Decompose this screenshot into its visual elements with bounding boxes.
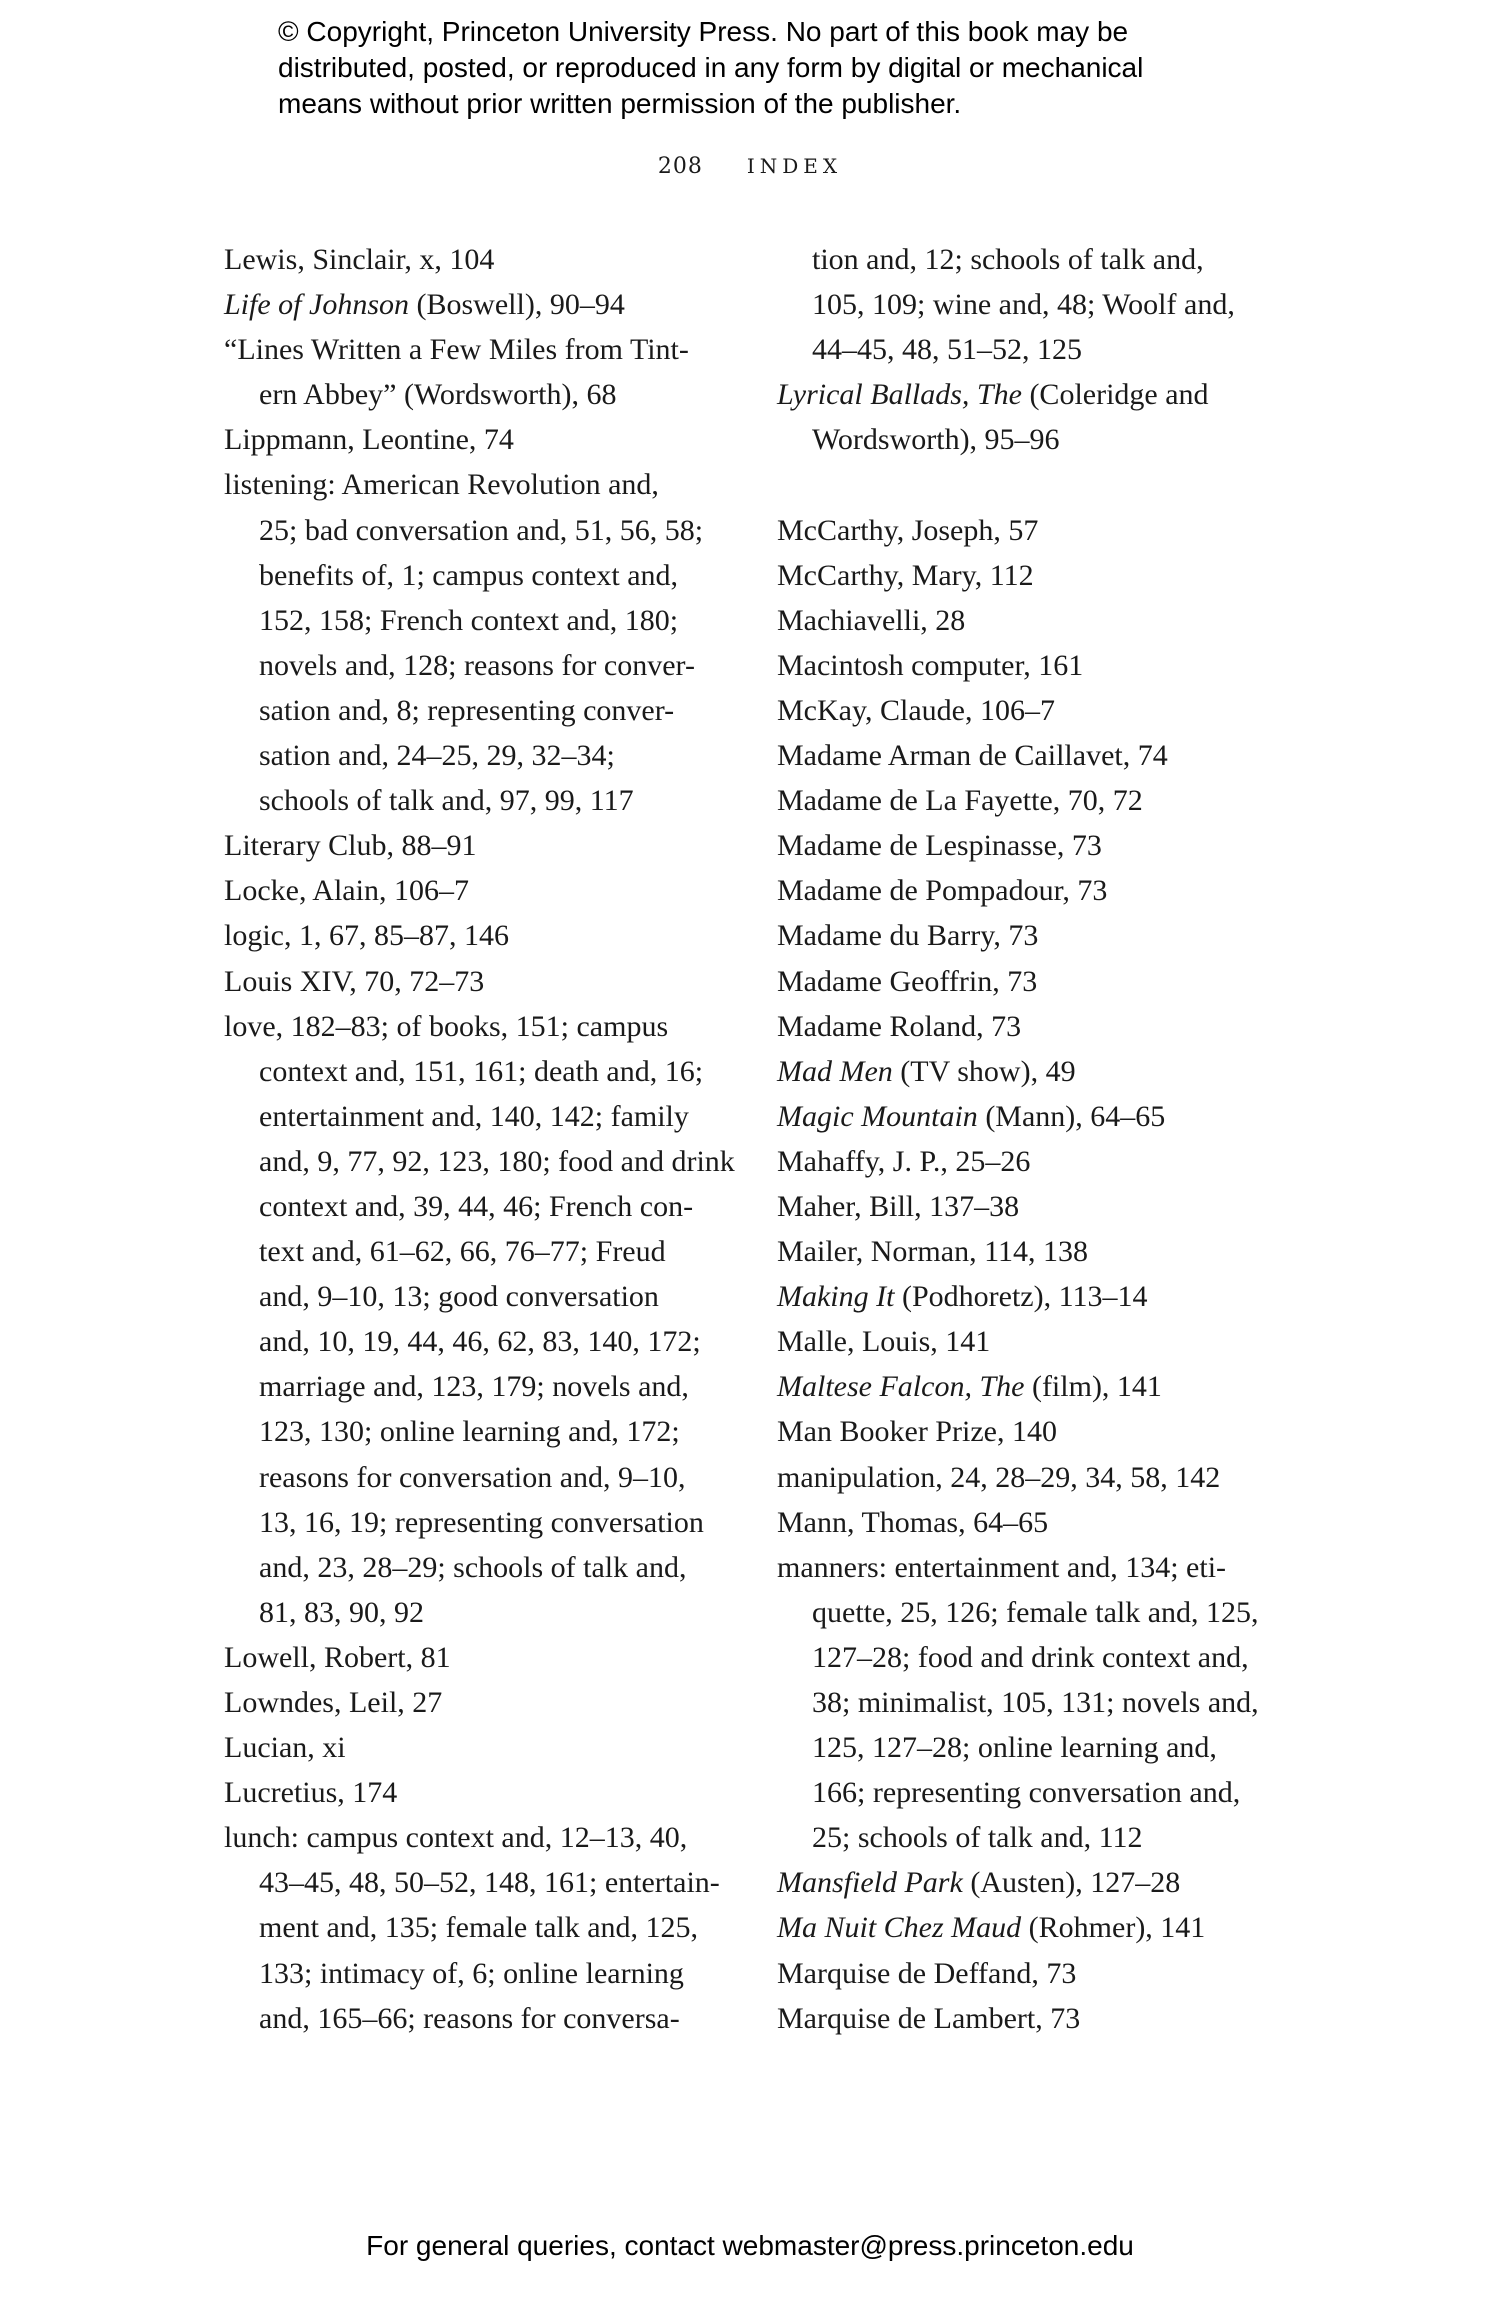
index-text: 13, 16, 19; representing conversation [259,1505,704,1539]
index-text: ern Abbey” (Wordsworth), 68 [259,378,617,412]
index-line [224,237,735,282]
copyright-notice [278,14,1278,122]
index-line [777,1364,1259,1409]
index-line [777,1049,1259,1094]
index-text: Lucian, xi [224,1731,346,1765]
index-line [777,327,1259,372]
index-text: Lippmann, Leontine, 74 [224,423,514,457]
footer-contact: For general queries, contact webmaster@press.princeton.edu [366,2230,1134,2261]
index-line [777,1229,1259,1274]
index-line [777,1409,1259,1454]
index-line [224,1590,735,1635]
section-title: INDEX [746,154,843,178]
index-line [777,643,1259,688]
index-line [224,508,735,553]
index-title-italic: Maltese Falcon, The [777,1370,1025,1404]
index-text: 166; representing conversation and, [812,1776,1241,1810]
index-text: Madame du Barry, 73 [777,919,1039,953]
index-line [224,1770,735,1815]
index-text: Mahaffy, J. P., 25–26 [777,1144,1031,1178]
index-text: McCarthy, Mary, 112 [777,558,1034,592]
index-text: (film), 141 [1024,1370,1162,1404]
index-column-left [224,237,735,2041]
index-title-italic: Lyrical Ballads, The [777,378,1022,412]
index-text: schools of talk and, 97, 99, 117 [259,784,634,818]
index-line [224,1004,735,1049]
index-line [777,282,1259,327]
index-text: Madame de La Fayette, 70, 72 [777,784,1143,818]
index-text: (Rohmer), 141 [1021,1911,1206,1945]
index-line [224,327,735,372]
index-text: Lucretius, 174 [224,1776,398,1810]
index-line [777,462,1259,507]
index-text: and, 23, 28–29; schools of talk and, [259,1550,687,1584]
index-title-italic: Making It [777,1280,895,1314]
index-line [777,1184,1259,1229]
index-line [777,688,1259,733]
index-text: Marquise de Lambert, 73 [777,2001,1081,2035]
index-line [224,1049,735,1094]
index-text: 125, 127–28; online learning and, [812,1731,1217,1765]
index-line [224,372,735,417]
index-text: tion and, 12; schools of talk and, [812,243,1204,276]
index-text: marriage and, 123, 179; novels and, [259,1370,689,1404]
index-line [777,553,1259,598]
index-text: Madame de Pompadour, 73 [777,874,1108,908]
index-line [224,417,735,462]
index-text: listening: American Revolution and, [224,468,659,502]
index-text: Literary Club, 88–91 [224,829,477,863]
index-line [777,508,1259,553]
index-line [777,868,1259,913]
index-text: entertainment and, 140, 142; family [259,1099,689,1133]
index-line [777,1274,1259,1319]
index-line [777,1905,1259,1950]
index-text: McCarthy, Joseph, 57 [777,513,1039,547]
index-text: and, 9, 77, 92, 123, 180; food and drink [259,1144,735,1178]
index-text: 105, 109; wine and, 48; Woolf and, [812,288,1235,322]
index-text: 133; intimacy of, 6; online learning [259,1956,684,1990]
index-line [777,1951,1259,1996]
index-line [777,823,1259,868]
index-text: logic, 1, 67, 85–87, 146 [224,919,509,953]
index-text: Marquise de Deffand, 73 [777,1956,1077,1990]
index-text: and, 10, 19, 44, 46, 62, 83, 140, 172; [259,1325,701,1359]
running-head [0,154,1500,179]
index-line [224,1680,735,1725]
index-line [224,1725,735,1770]
index-line [777,778,1259,823]
index-line [777,1635,1259,1680]
copyright-line: means without prior written permission of the publisher. [278,88,962,119]
index-line [224,1274,735,1319]
index-text: Machiavelli, 28 [777,603,966,637]
index-line [777,1545,1259,1590]
index-text: Madame Arman de Caillavet, 74 [777,739,1168,773]
index-line [224,1094,735,1139]
index-text: manners: entertainment and, 134; eti- [777,1550,1227,1584]
index-text: and, 165–66; reasons for conversa- [259,2001,680,2035]
index-text: Mailer, Norman, 114, 138 [777,1235,1088,1269]
index-text: Man Booker Prize, 140 [777,1415,1057,1449]
index-line [777,913,1259,958]
page-number: 208 [657,154,703,179]
index-line [777,959,1259,1004]
index-line [777,1815,1259,1860]
index-text: Madame de Lespinasse, 73 [777,829,1102,863]
index-title-italic: Ma Nuit Chez Maud [777,1911,1022,1945]
index-line [224,1455,735,1500]
index-title-italic: Mansfield Park [777,1866,963,1900]
index-line [777,1139,1259,1184]
index-line [224,553,735,598]
index-line [777,1094,1259,1139]
index-text: Malle, Louis, 141 [777,1325,991,1359]
index-line [224,1139,735,1184]
index-text: benefits of, 1; campus context and, [259,558,679,592]
index-line [777,372,1259,417]
index-line [224,823,735,868]
index-text: reasons for conversation and, 9–10, [259,1460,686,1494]
index-line [224,282,735,327]
index-line [777,417,1259,462]
index-line [224,1229,735,1274]
index-text: and, 9–10, 13; good conversation [259,1280,659,1314]
index-line [224,913,735,958]
index-text: novels and, 128; reasons for conver- [259,648,695,682]
index-line [777,1500,1259,1545]
index-text: 152, 158; French context and, 180; [259,603,679,637]
index-line [224,1951,735,1996]
index-line [224,598,735,643]
index-text: 25; schools of talk and, 112 [812,1821,1143,1855]
index-text: (Boswell), 90–94 [409,288,625,322]
index-line [777,1004,1259,1049]
index-line [224,778,735,823]
index-line [777,237,1259,282]
index-line [777,1770,1259,1815]
index-text: Madame Roland, 73 [777,1009,1022,1043]
index-line [224,1184,735,1229]
index-line [224,1500,735,1545]
index-line [224,1860,735,1905]
index-text: lunch: campus context and, 12–13, 40, [224,1821,688,1855]
index-text: Lowell, Robert, 81 [224,1640,451,1674]
index-column-right [777,237,1259,2041]
index-text: sation and, 24–25, 29, 32–34; [259,739,615,773]
index-line [777,1860,1259,1905]
index-line [224,733,735,778]
index-text: 38; minimalist, 105, 131; novels and, [812,1686,1259,1719]
index-text: context and, 151, 161; death and, 16; [259,1054,704,1088]
index-text: Louis XIV, 70, 72–73 [224,964,485,998]
index-text: “Lines Written a Few Miles from Tint- [224,333,689,367]
index-line [224,959,735,1004]
copyright-line: © Copyright, Princeton University Press. No part of this book may be [278,16,1129,47]
index-line [777,1319,1259,1364]
index-text: context and, 39, 44, 46; French con- [259,1189,694,1223]
index-line [224,1905,735,1950]
index-text: (Mann), 64–65 [977,1099,1166,1133]
index-text: Wordsworth), 95–96 [812,423,1060,457]
index-text: 123, 130; online learning and, 172; [259,1415,680,1449]
index-text: quette, 25, 126; female talk and, 125, [812,1595,1259,1629]
index-line [224,688,735,733]
index-text: (TV show), 49 [892,1054,1076,1088]
index-title-italic: Magic Mountain [777,1099,978,1133]
index-text: Maher, Bill, 137–38 [777,1189,1020,1223]
index-text: Lewis, Sinclair, x, 104 [224,243,495,276]
index-text: 127–28; food and drink context and, [812,1640,1249,1674]
index-line [777,1725,1259,1770]
index-line [224,1409,735,1454]
index-line [224,462,735,507]
index-text: Locke, Alain, 106–7 [224,874,469,908]
index-text: (Austen), 127–28 [962,1866,1181,1900]
index-line [224,1545,735,1590]
index-line [224,868,735,913]
index-text: (Podhoretz), 113–14 [894,1280,1148,1314]
index-text: 44–45, 48, 51–52, 125 [812,333,1082,367]
index-line [777,1455,1259,1500]
index-text: Madame Geoffrin, 73 [777,964,1038,998]
index-line [777,598,1259,643]
index-title-italic: Mad Men [777,1054,893,1088]
index-text: love, 182–83; of books, 151; campus [224,1009,669,1043]
index-text: (Coleridge and [1021,378,1209,412]
index-text: 25; bad conversation and, 51, 56, 58; [259,513,704,547]
index-text: text and, 61–62, 66, 76–77; Freud [259,1235,666,1269]
index-line [777,1590,1259,1635]
index-text: ment and, 135; female talk and, 125, [259,1911,699,1945]
index-text: Mann, Thomas, 64–65 [777,1505,1049,1539]
index-title-italic: Life of Johnson [224,288,409,322]
index-line [777,733,1259,778]
index-line [777,1996,1259,2041]
index-text: 43–45, 48, 50–52, 148, 161; entertain- [259,1866,720,1900]
index-text: 81, 83, 90, 92 [259,1595,424,1629]
index-text: McKay, Claude, 106–7 [777,693,1055,727]
index-line [777,1680,1259,1725]
index-line [224,1319,735,1364]
index-text: sation and, 8; representing conver- [259,693,675,727]
index-text: manipulation, 24, 28–29, 34, 58, 142 [777,1460,1221,1494]
index-line [224,1996,735,2041]
index-text: Macintosh computer, 161 [777,648,1084,682]
index-text: Lowndes, Leil, 27 [224,1686,443,1719]
index-line [224,643,735,688]
index-line [224,1815,735,1860]
index-line [224,1364,735,1409]
copyright-line: distributed, posted, or reproduced in any form by digital or mechanical [278,52,1144,83]
index-line [224,1635,735,1680]
